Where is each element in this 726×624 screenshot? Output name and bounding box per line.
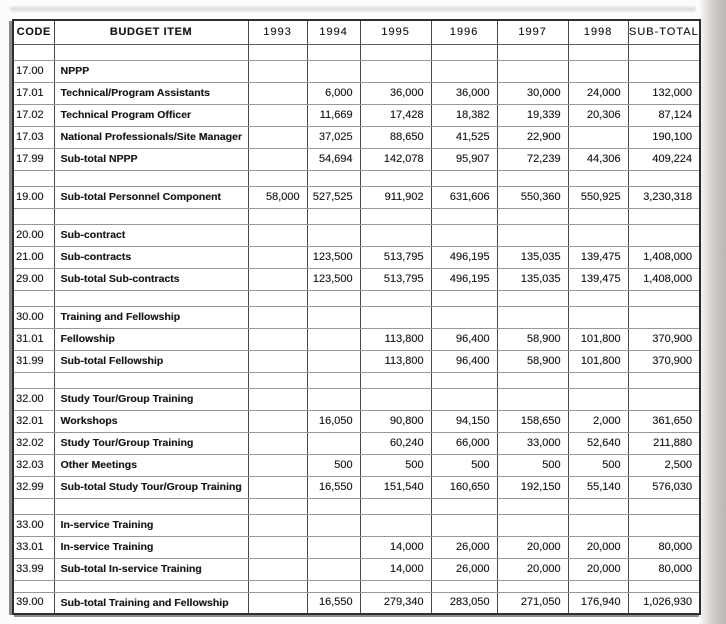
value-cell: 16,550 [307,592,360,614]
value-cell: 139,475 [568,268,628,290]
empty-cell [360,170,431,186]
value-cell: 44,306 [568,148,628,170]
empty-cell [431,372,497,388]
item-cell: Sub-total Sub-contracts [54,268,248,290]
value-cell: 26,000 [431,558,497,580]
empty-cell [568,44,628,60]
value-cell: 139,475 [568,246,628,268]
empty-cell [568,170,628,186]
code-cell: 32.02 [13,432,54,454]
item-cell: Technical/Program Assistants [54,82,248,104]
value-cell [307,60,360,82]
item-cell: Sub-total Personnel Component [54,186,248,208]
empty-cell [628,170,700,186]
code-cell: 32.00 [13,388,54,410]
value-cell [431,224,497,246]
value-cell [248,126,307,148]
code-cell: 33.01 [13,536,54,558]
value-cell: 88,650 [360,126,431,148]
value-cell: 30,000 [497,82,568,104]
value-cell: 500 [497,454,568,476]
value-cell [248,246,307,268]
table-row [13,536,700,558]
empty-cell [628,44,700,60]
spacer-row [13,498,700,514]
value-cell: 58,000 [248,186,307,208]
col-header-1996: 1996 [431,20,497,44]
code-cell: 17.03 [13,126,54,148]
item-cell: Sub-total NPPP [54,148,248,170]
value-cell [628,60,700,82]
item-cell: Other Meetings [54,454,248,476]
value-cell: 500 [568,454,628,476]
col-header-1993: 1993 [248,20,307,44]
code-cell: 32.01 [13,410,54,432]
value-cell: 576,030 [628,476,700,498]
value-cell [431,306,497,328]
empty-cell [360,580,431,592]
value-cell: 20,306 [568,104,628,126]
value-cell: 96,400 [431,350,497,372]
value-cell: 41,525 [431,126,497,148]
col-header-code: CODE [13,20,54,44]
value-cell [248,558,307,580]
value-cell: 513,795 [360,246,431,268]
empty-cell [248,290,307,306]
value-cell [248,514,307,536]
empty-cell [248,170,307,186]
value-cell: 33,000 [497,432,568,454]
table-row [13,82,700,104]
empty-cell [13,580,54,592]
item-cell: Fellowship [54,328,248,350]
value-cell [568,126,628,148]
value-cell: 370,900 [628,328,700,350]
empty-cell [497,498,568,514]
empty-cell [54,208,248,224]
empty-cell [307,580,360,592]
table-row [13,246,700,268]
value-cell [431,60,497,82]
value-cell: 94,150 [431,410,497,432]
value-cell: 20,000 [568,536,628,558]
value-cell [360,514,431,536]
value-cell: 72,239 [497,148,568,170]
value-cell [248,432,307,454]
code-cell: 29.00 [13,268,54,290]
value-cell: 1,408,000 [628,268,700,290]
value-cell [628,388,700,410]
value-cell: 211,880 [628,432,700,454]
empty-cell [13,208,54,224]
value-cell: 87,124 [628,104,700,126]
value-cell: 500 [360,454,431,476]
value-cell [248,268,307,290]
code-cell: 17.00 [13,60,54,82]
value-cell: 54,694 [307,148,360,170]
value-cell: 1,408,000 [628,246,700,268]
empty-cell [431,290,497,306]
empty-cell [54,372,248,388]
empty-cell [360,208,431,224]
value-cell [307,514,360,536]
value-cell [568,306,628,328]
empty-cell [360,498,431,514]
code-cell: 17.01 [13,82,54,104]
value-cell [497,514,568,536]
value-cell [248,306,307,328]
value-cell [360,388,431,410]
table-row [13,104,700,126]
value-cell [248,350,307,372]
code-cell: 21.00 [13,246,54,268]
code-cell: 31.01 [13,328,54,350]
empty-cell [360,290,431,306]
value-cell: 36,000 [431,82,497,104]
value-cell [248,224,307,246]
value-cell: 496,195 [431,268,497,290]
value-cell [628,514,700,536]
value-cell: 36,000 [360,82,431,104]
value-cell [568,388,628,410]
value-cell: 409,224 [628,148,700,170]
empty-cell [54,580,248,592]
value-cell: 11,669 [307,104,360,126]
col-header-1997: 1997 [497,20,568,44]
empty-cell [568,580,628,592]
value-cell: 550,360 [497,186,568,208]
code-cell: 32.03 [13,454,54,476]
item-cell: Study Tour/Group Training [54,432,248,454]
empty-cell [54,498,248,514]
value-cell: 3,230,318 [628,186,700,208]
table-row [13,592,700,614]
value-cell: 135,035 [497,246,568,268]
empty-cell [307,290,360,306]
value-cell [628,224,700,246]
item-cell: Sub-total Study Tour/Group Training [54,476,248,498]
value-cell: 631,606 [431,186,497,208]
value-cell: 2,500 [628,454,700,476]
value-cell [248,536,307,558]
value-cell: 370,900 [628,350,700,372]
value-cell: 18,382 [431,104,497,126]
value-cell: 550,925 [568,186,628,208]
value-cell: 66,000 [431,432,497,454]
value-cell: 500 [307,454,360,476]
empty-cell [54,290,248,306]
table-row [13,60,700,82]
empty-cell [13,170,54,186]
item-cell: Sub-contracts [54,246,248,268]
value-cell [497,306,568,328]
table-row [13,350,700,372]
value-cell: 135,035 [497,268,568,290]
value-cell: 113,800 [360,328,431,350]
empty-cell [54,170,248,186]
value-cell: 151,540 [360,476,431,498]
table-row [13,306,700,328]
value-cell [307,558,360,580]
value-cell [248,328,307,350]
value-cell [568,224,628,246]
empty-cell [248,372,307,388]
empty-cell [431,208,497,224]
value-cell [360,306,431,328]
code-cell: 31.99 [13,350,54,372]
value-cell [307,224,360,246]
value-cell: 19,339 [497,104,568,126]
table-row [13,432,700,454]
value-cell: 16,550 [307,476,360,498]
value-cell [248,82,307,104]
value-cell [628,306,700,328]
header-row [13,20,700,44]
empty-cell [628,580,700,592]
empty-cell [307,170,360,186]
empty-cell [497,44,568,60]
item-cell: Workshops [54,410,248,432]
item-cell: Study Tour/Group Training [54,388,248,410]
table-row [13,224,700,246]
empty-cell [360,44,431,60]
empty-cell [568,290,628,306]
value-cell: 158,650 [497,410,568,432]
table-row [13,454,700,476]
empty-cell [497,372,568,388]
col-header-sub-total: SUB-TOTAL [628,20,700,44]
value-cell [248,454,307,476]
value-cell [248,388,307,410]
value-cell [248,104,307,126]
value-cell [307,328,360,350]
spacer-row [13,44,700,60]
empty-cell [431,170,497,186]
value-cell: 60,240 [360,432,431,454]
value-cell: 123,500 [307,268,360,290]
value-cell: 52,640 [568,432,628,454]
empty-cell [497,208,568,224]
value-cell: 58,900 [497,350,568,372]
value-cell: 176,940 [568,592,628,614]
table-row [13,186,700,208]
table-row [13,410,700,432]
code-cell: 20.00 [13,224,54,246]
item-cell: Technical Program Officer [54,104,248,126]
table-row [13,126,700,148]
empty-cell [13,372,54,388]
code-cell: 17.02 [13,104,54,126]
value-cell: 513,795 [360,268,431,290]
empty-cell [628,290,700,306]
empty-cell [307,44,360,60]
empty-cell [497,580,568,592]
empty-cell [497,170,568,186]
spacer-row [13,208,700,224]
value-cell [568,60,628,82]
empty-cell [13,290,54,306]
budget-table [12,19,701,615]
value-cell [307,388,360,410]
table-row [13,148,700,170]
empty-cell [54,44,248,60]
empty-cell [628,372,700,388]
spacer-row [13,580,700,592]
value-cell [431,514,497,536]
scan-smudge-artifact [10,7,696,11]
value-cell: 14,000 [360,558,431,580]
value-cell: 1,026,930 [628,592,700,614]
spacer-row [13,372,700,388]
value-cell: 527,525 [307,186,360,208]
value-cell: 192,150 [497,476,568,498]
value-cell: 80,000 [628,536,700,558]
empty-cell [431,580,497,592]
value-cell: 37,025 [307,126,360,148]
value-cell: 95,907 [431,148,497,170]
value-cell [307,350,360,372]
value-cell: 58,900 [497,328,568,350]
scan-edge-shadow [699,0,726,624]
col-header-item: BUDGET ITEM [54,20,248,44]
value-cell: 16,050 [307,410,360,432]
empty-cell [307,208,360,224]
value-cell: 17,428 [360,104,431,126]
value-cell [248,60,307,82]
value-cell [360,60,431,82]
item-cell: Sub-contract [54,224,248,246]
table-row [13,328,700,350]
value-cell: 101,800 [568,328,628,350]
item-cell: National Professionals/Site Manager [54,126,248,148]
col-header-1998: 1998 [568,20,628,44]
col-header-1995: 1995 [360,20,431,44]
value-cell [307,306,360,328]
value-cell: 190,100 [628,126,700,148]
code-cell: 33.00 [13,514,54,536]
code-cell: 32.99 [13,476,54,498]
col-header-1994: 1994 [307,20,360,44]
value-cell [248,592,307,614]
empty-cell [248,498,307,514]
empty-cell [248,208,307,224]
code-cell: 30.00 [13,306,54,328]
value-cell [497,224,568,246]
value-cell: 22,900 [497,126,568,148]
table-row [13,268,700,290]
item-cell: In-service Training [54,536,248,558]
value-cell: 283,050 [431,592,497,614]
value-cell: 26,000 [431,536,497,558]
value-cell: 142,078 [360,148,431,170]
item-cell: Sub-total Training and Fellowship [54,592,248,614]
value-cell: 14,000 [360,536,431,558]
empty-cell [13,498,54,514]
value-cell: 361,650 [628,410,700,432]
value-cell [307,536,360,558]
value-cell [497,60,568,82]
empty-cell [431,498,497,514]
table-row [13,476,700,498]
value-cell: 113,800 [360,350,431,372]
empty-cell [13,44,54,60]
item-cell: Sub-total Fellowship [54,350,248,372]
value-cell: 20,000 [497,536,568,558]
spacer-row [13,290,700,306]
value-cell: 160,650 [431,476,497,498]
empty-cell [628,208,700,224]
item-cell: Training and Fellowship [54,306,248,328]
value-cell: 279,340 [360,592,431,614]
item-cell: NPPP [54,60,248,82]
value-cell: 132,000 [628,82,700,104]
value-cell: 20,000 [568,558,628,580]
value-cell [497,388,568,410]
value-cell: 911,902 [360,186,431,208]
item-cell: Sub-total In-service Training [54,558,248,580]
value-cell: 271,050 [497,592,568,614]
value-cell: 55,140 [568,476,628,498]
value-cell: 2,000 [568,410,628,432]
empty-cell [307,498,360,514]
table-body [13,44,700,614]
value-cell: 101,800 [568,350,628,372]
value-cell [248,148,307,170]
empty-cell [307,372,360,388]
table-row [13,514,700,536]
table-row [13,558,700,580]
code-cell: 33.99 [13,558,54,580]
value-cell [431,388,497,410]
empty-cell [360,372,431,388]
value-cell [307,432,360,454]
value-cell: 123,500 [307,246,360,268]
empty-cell [628,498,700,514]
empty-cell [248,44,307,60]
empty-cell [568,372,628,388]
value-cell [360,224,431,246]
value-cell [248,410,307,432]
value-cell: 80,000 [628,558,700,580]
value-cell: 6,000 [307,82,360,104]
value-cell [568,514,628,536]
table-row [13,388,700,410]
code-cell: 17.99 [13,148,54,170]
empty-cell [248,580,307,592]
code-cell: 39.00 [13,592,54,614]
value-cell: 90,800 [360,410,431,432]
empty-cell [497,290,568,306]
empty-cell [568,208,628,224]
value-cell: 496,195 [431,246,497,268]
empty-cell [568,498,628,514]
value-cell: 20,000 [497,558,568,580]
value-cell: 24,000 [568,82,628,104]
spacer-row [13,170,700,186]
item-cell: In-service Training [54,514,248,536]
value-cell: 96,400 [431,328,497,350]
value-cell: 500 [431,454,497,476]
empty-cell [431,44,497,60]
value-cell [248,476,307,498]
code-cell: 19.00 [13,186,54,208]
